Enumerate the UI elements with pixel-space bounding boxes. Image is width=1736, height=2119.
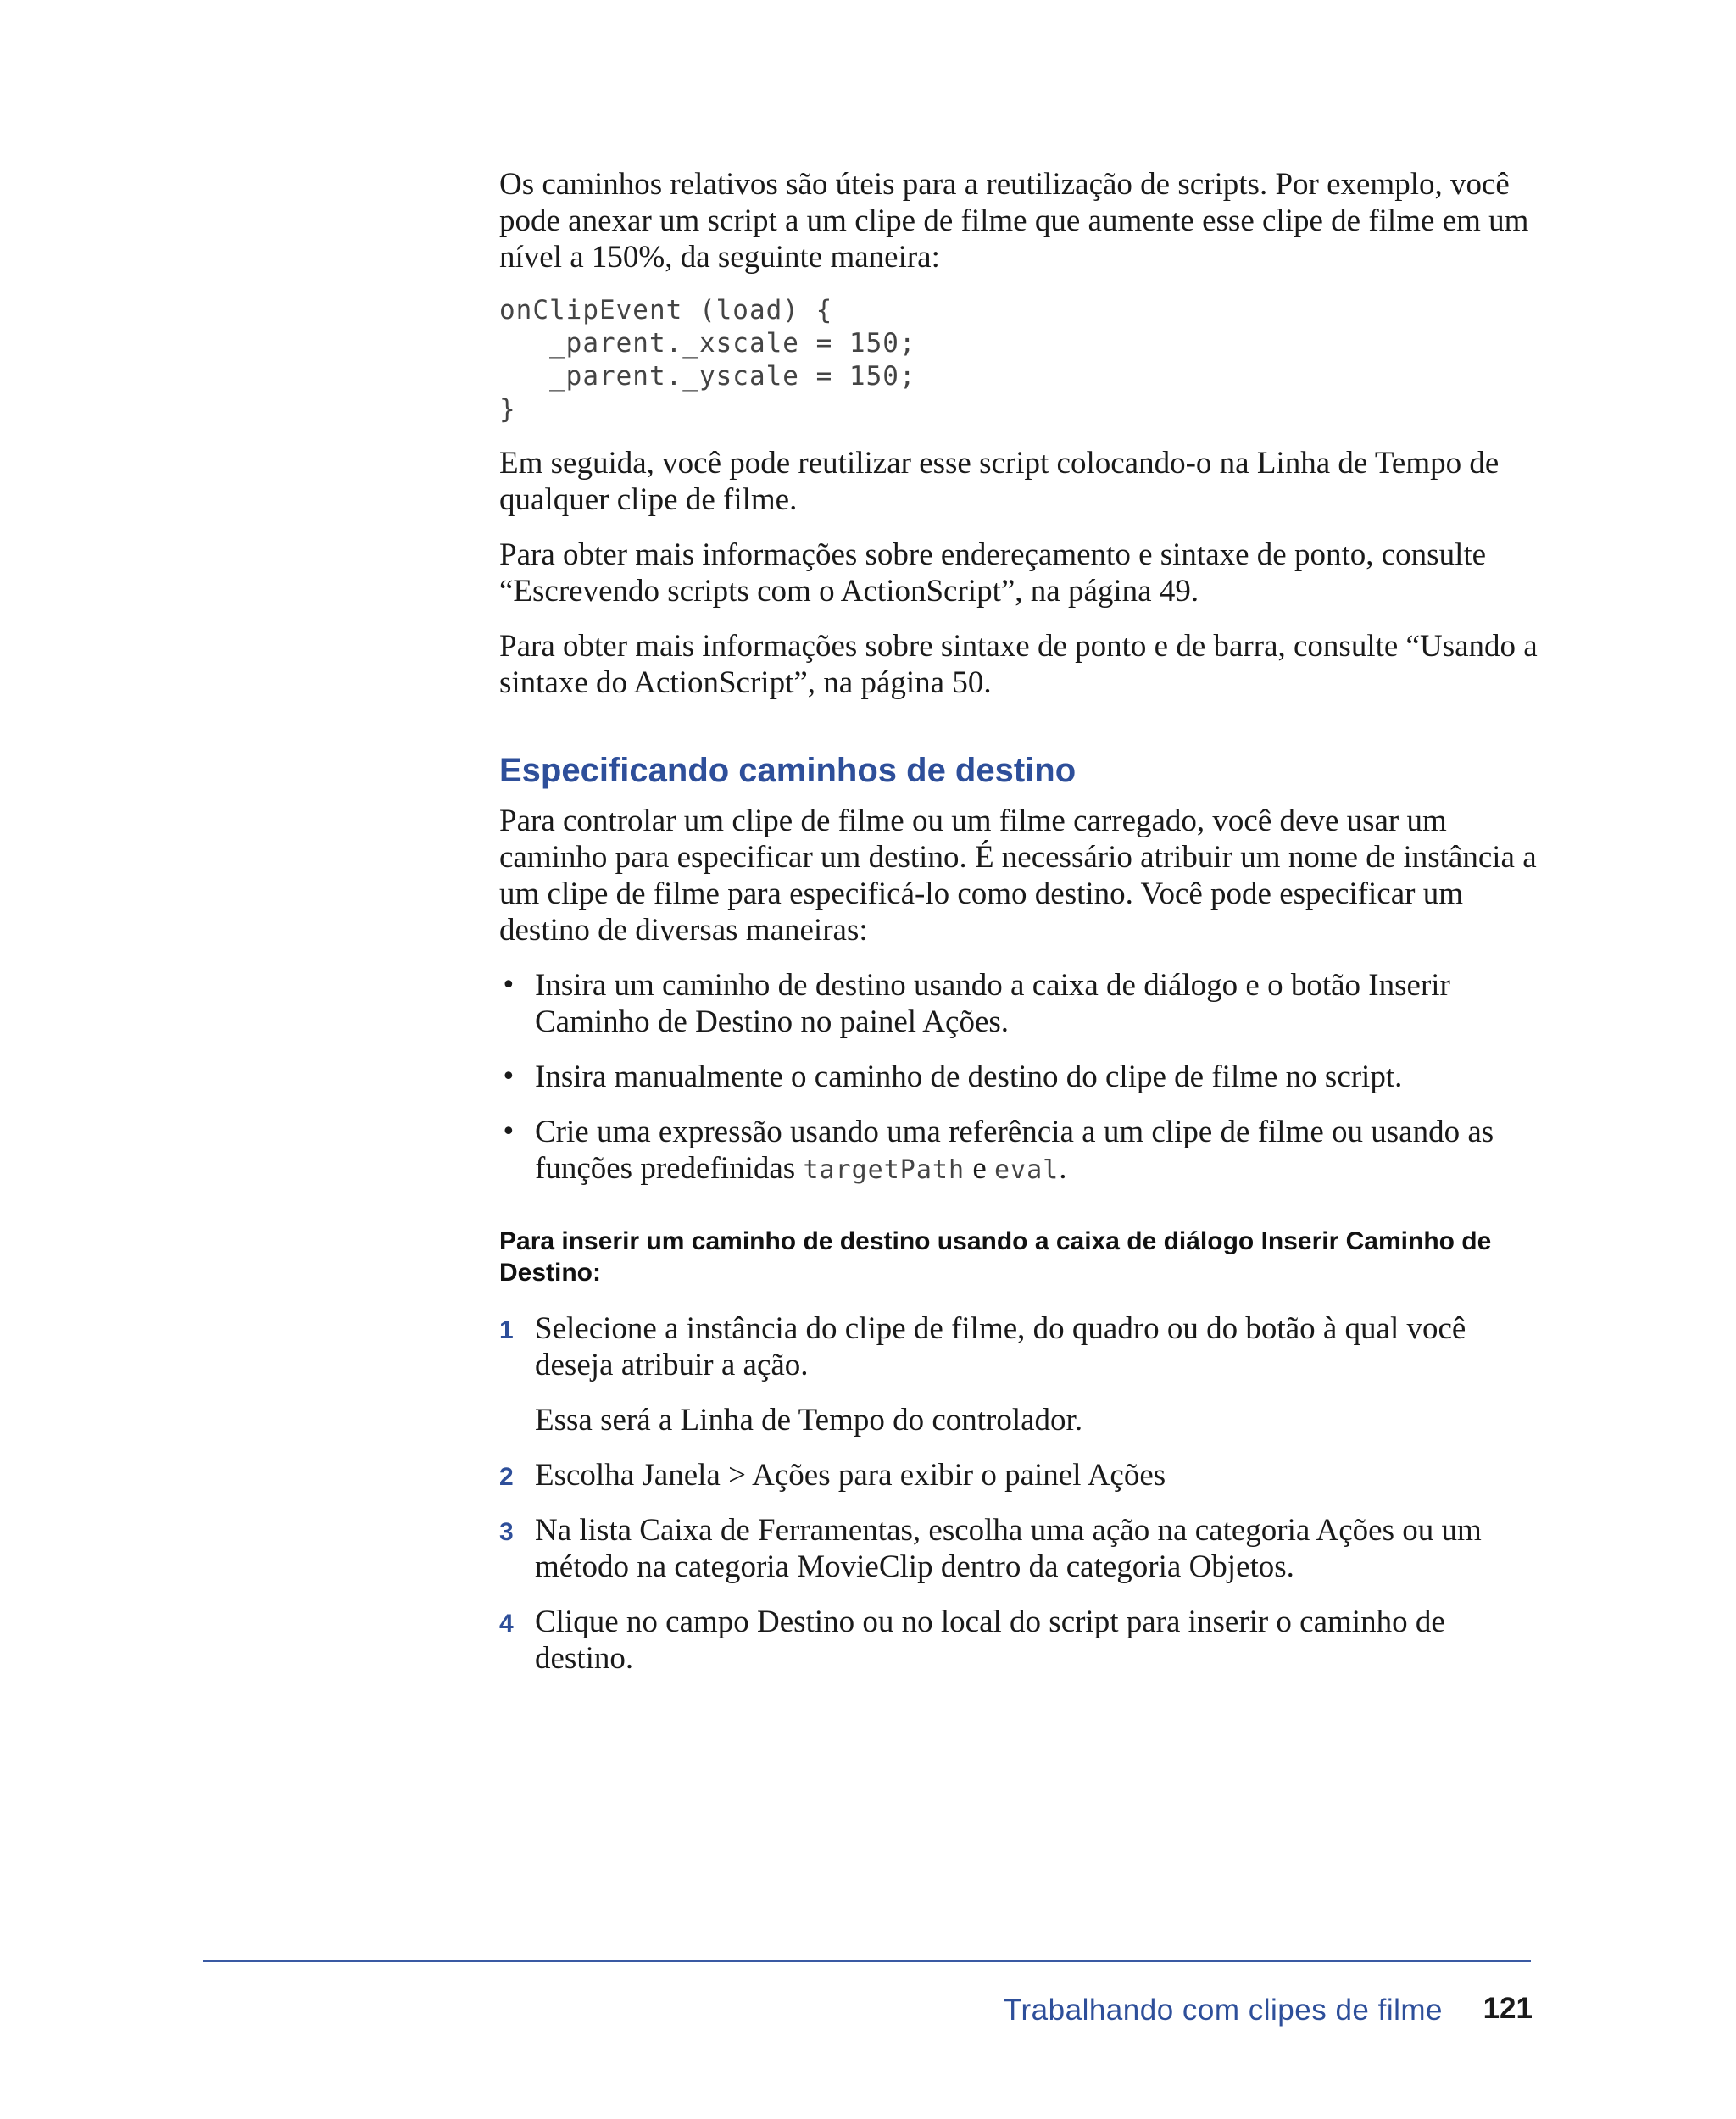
list-item: [499, 1114, 1538, 1188]
list-item: [499, 967, 1538, 1040]
step-item: [499, 1457, 1538, 1493]
step-number: 4: [499, 1610, 514, 1638]
procedure-heading: Para inserir um caminho de destino usando a caixa de diálogo Inserir Caminho de Destino:: [499, 1227, 1492, 1287]
step-text: Escolha Janela > Ações para exibir o painel Ações: [535, 1458, 1166, 1493]
inline-code-eval: eval: [994, 1155, 1060, 1185]
section-heading: Especificando caminhos de destino: [499, 752, 1077, 789]
footer-chapter-title: Trabalhando com clipes de filme: [1003, 1994, 1443, 2027]
step-item: [499, 1512, 1538, 1585]
code-block: onClipEvent (load) { _parent._xscale = 150; _parent._yscale = 150; }: [499, 295, 916, 425]
step-number: 3: [499, 1518, 514, 1546]
step-text: Na lista Caixa de Ferramentas, escolha uma ação na categoria Ações ou um método na categoria MovieClip dentro da categoria Objetos.: [535, 1513, 1482, 1584]
step-number: 2: [499, 1463, 514, 1491]
addressing-reference-paragraph: Para obter mais informações sobre endereçamento e sintaxe de ponto, consulte “Escrevendo scripts com o ActionScript”, na página 49.: [499, 537, 1487, 609]
bullet-icon: •: [501, 971, 516, 1000]
step-note: Essa será a Linha de Tempo do controlador.: [535, 1403, 1083, 1438]
list-item-text: e: [965, 1151, 994, 1186]
bullet-icon: •: [501, 1062, 516, 1092]
section-intro-paragraph: Para controlar um clipe de filme ou um filme carregado, você deve usar um caminho para especificar um destino. É necessário atribuir um nome de instância a um clipe de filme para especificá-lo como destino. Você pode especificar um destino de diversas maneiras:: [499, 804, 1537, 948]
intro-paragraph: Os caminhos relativos são úteis para a reutilização de scripts. Por exemplo, você pode anexar um script a um clipe de filme que aumente esse clipe de filme em um nível a 150%, da seguinte maneira:: [499, 167, 1529, 275]
step-item: [499, 1604, 1538, 1677]
page-content: [499, 166, 1538, 1695]
steps-list: [499, 1310, 1538, 1677]
list-item-text: .: [1059, 1151, 1067, 1186]
list-item: [499, 1059, 1538, 1095]
footer-divider: [203, 1960, 1531, 1962]
step-text: Selecione a instância do clipe de filme, do quadro ou do botão à qual você deseja atribuir a ação.: [535, 1311, 1466, 1382]
step-number: 1: [499, 1316, 514, 1344]
bullet-icon: •: [501, 1117, 516, 1147]
step-text: Clique no campo Destino ou no local do script para inserir o caminho de destino.: [535, 1605, 1445, 1676]
bullet-list: [499, 967, 1538, 1188]
syntax-reference-paragraph: Para obter mais informações sobre sintaxe de ponto e de barra, consulte “Usando a sintaxe do ActionScript”, na página 50.: [499, 629, 1538, 700]
reuse-paragraph: Em seguida, você pode reutilizar esse script colocando-o na Linha de Tempo de qualquer clipe de filme.: [499, 446, 1500, 517]
list-item-text: Crie uma expressão usando uma referência a um clipe de filme ou usando as funções predefinidas: [535, 1115, 1494, 1186]
page-number: 121: [1483, 1992, 1533, 2025]
list-item-text: Insira manualmente o caminho de destino do clipe de filme no script.: [535, 1060, 1403, 1094]
list-item-text: Insira um caminho de destino usando a caixa de diálogo e o botão Inserir Caminho de Destino no painel Ações.: [535, 968, 1450, 1039]
step-item: [499, 1310, 1538, 1438]
inline-code-targetpath: targetPath: [803, 1155, 965, 1185]
